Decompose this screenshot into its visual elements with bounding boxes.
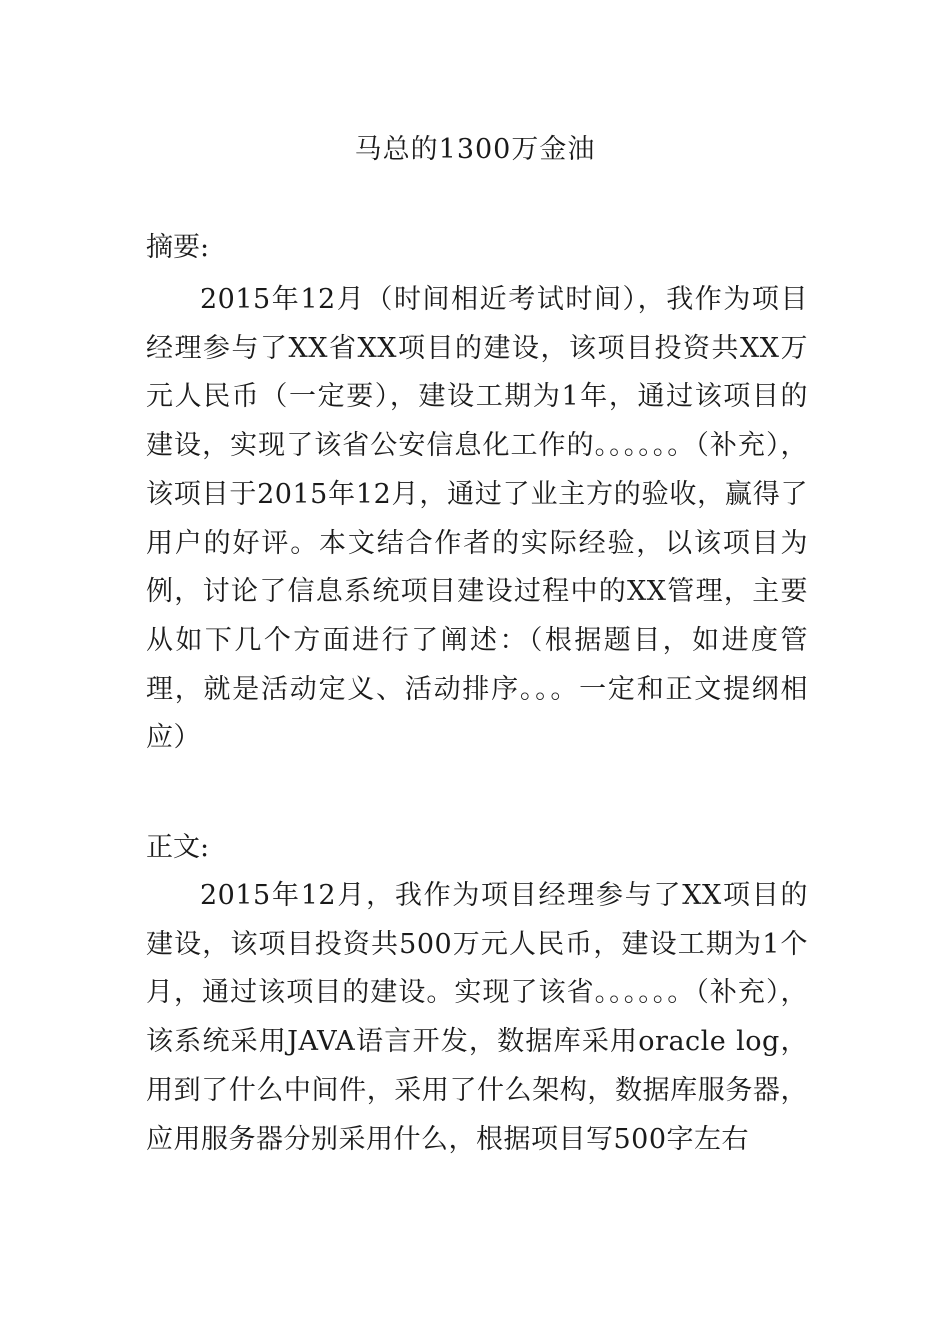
body-paragraph: 2015年12月，我作为项目经理参与了XX项目的建设，该项目投资共500万元人民币，建设工期为1个月，通过该项目的建设。实现了该省。。。。。。（补充），该系统采用JAVA语言开发，数据库采用oracle log，用到了什么中间件，采用了什么架构，数据库服务器，应用服务器分别采用什么，根据项目写500字左右 [146,880,808,1155]
document-title: 马总的1300万金油 [354,134,596,165]
abstract-heading: 摘要: [146,232,210,263]
abstract-paragraph: 2015年12月（时间相近考试时间），我作为项目经理参与了XX省XX项目的建设，该项目投资共XX万元人民币（一定要），建设工期为1年，通过该项目的建设，实现了该省公安信息化工作的。。。。。。（补充），该项目于2015年12月，通过了业主方的验收，赢得了用户的好评。本文结合作者的实际经验，以该项目为例，讨论了信息系统项目建设过程中的XX管理，主要从如下几个方面进行了阐述：（根据题目，如进度管理，就是活动定义、活动排序。。。一定和正文提纲相应） [146,284,808,754]
body-heading: 正文: [146,832,210,863]
